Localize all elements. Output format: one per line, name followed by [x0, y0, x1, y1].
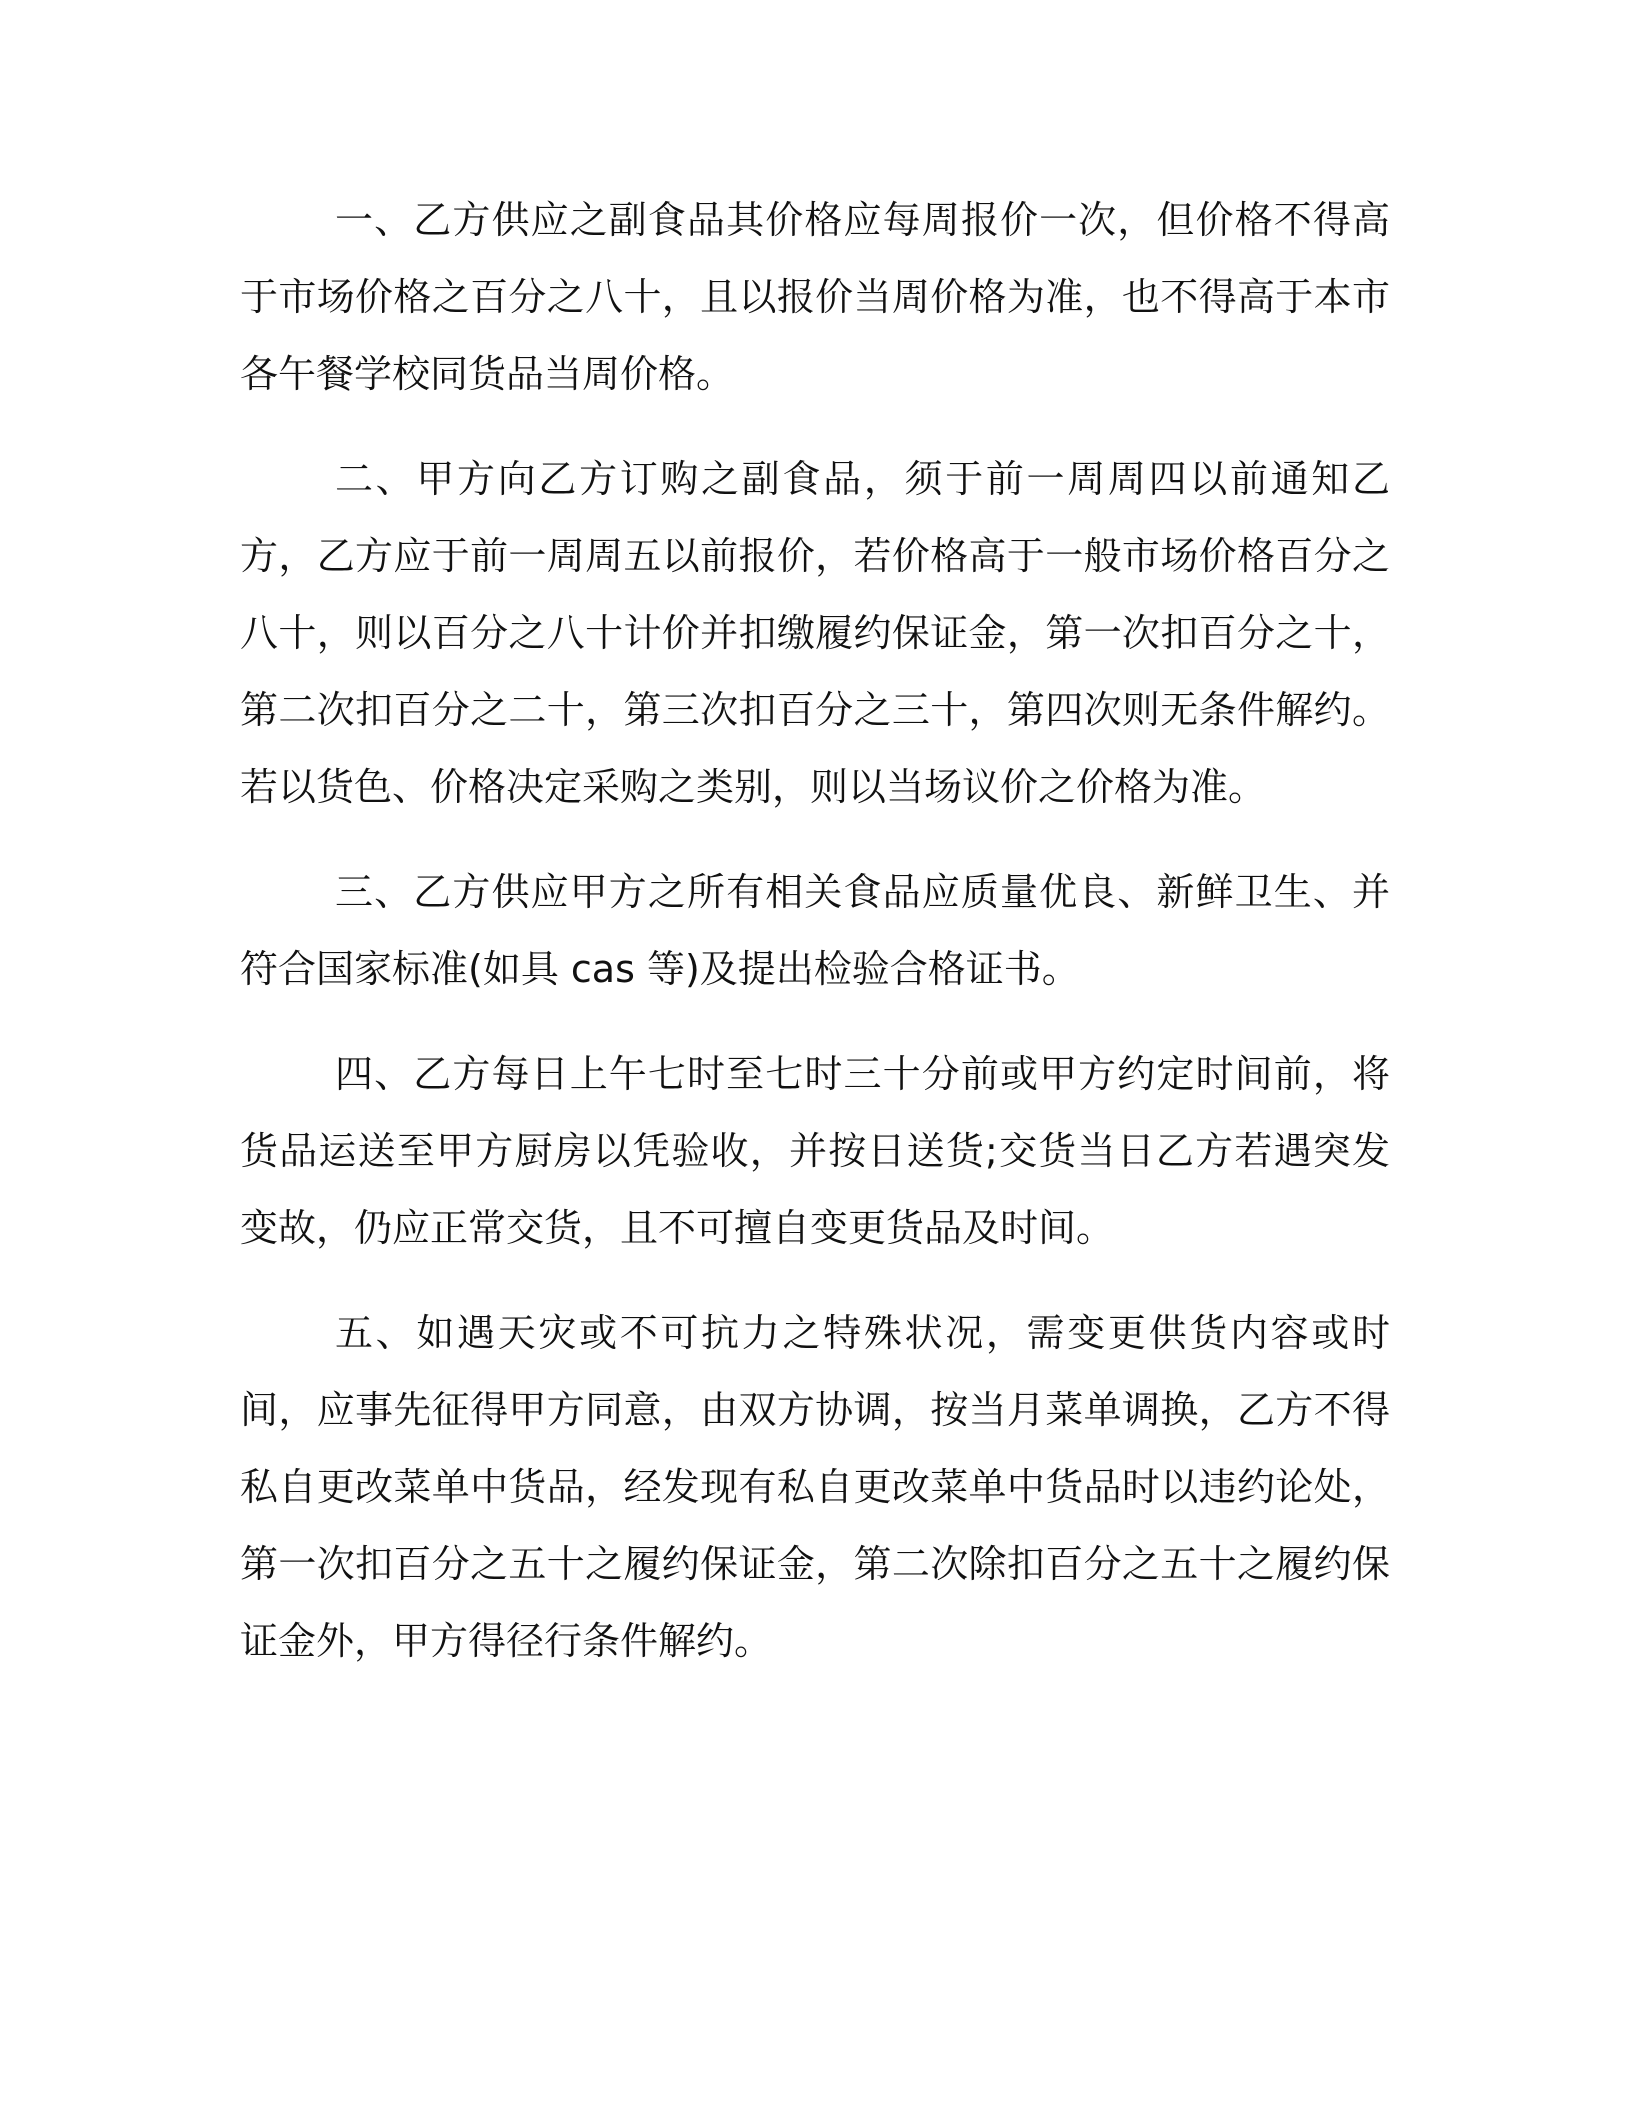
clause-5-paragraph: 五、如遇天灾或不可抗力之特殊状况，需变更供货内容或时间，应事先征得甲方同意，由双方协调，按当月菜单调换，乙方不得私自更改菜单中货品，经发现有私自更改菜单中货品时以违约论处，第一次扣百分之五十之履约保证金，第二次除扣百分之五十之履约保证金外，甲方得径行条件解约。 — [240, 1311, 1390, 1663]
document-body — [240, 182, 1390, 1680]
clause-1-paragraph: 一、乙方供应之副食品其价格应每周报价一次，但价格不得高于市场价格之百分之八十，且以报价当周价格为准，也不得高于本市各午餐学校同货品当周价格。 — [240, 198, 1390, 396]
clause-3-paragraph: 三、乙方供应甲方之所有相关食品应质量优良、新鲜卫生、并符合国家标准(如具 cas 等)及提出检验合格证书。 — [240, 870, 1390, 991]
clause-2-paragraph: 二、甲方向乙方订购之副食品，须于前一周周四以前通知乙方，乙方应于前一周周五以前报价，若价格高于一般市场价格百分之八十，则以百分之八十计价并扣缴履约保证金，第一次扣百分之十，第二次扣百分之二十，第三次扣百分之三十，第四次则无条件解约。若以货色、价格决定采购之类别，则以当场议价之价格为准。 — [240, 457, 1390, 809]
clause-4-paragraph: 四、乙方每日上午七时至七时三十分前或甲方约定时间前，将货品运送至甲方厨房以凭验收，并按日送货;交货当日乙方若遇突发变故，仍应正常交货，且不可擅自变更货品及时间。 — [240, 1052, 1390, 1250]
